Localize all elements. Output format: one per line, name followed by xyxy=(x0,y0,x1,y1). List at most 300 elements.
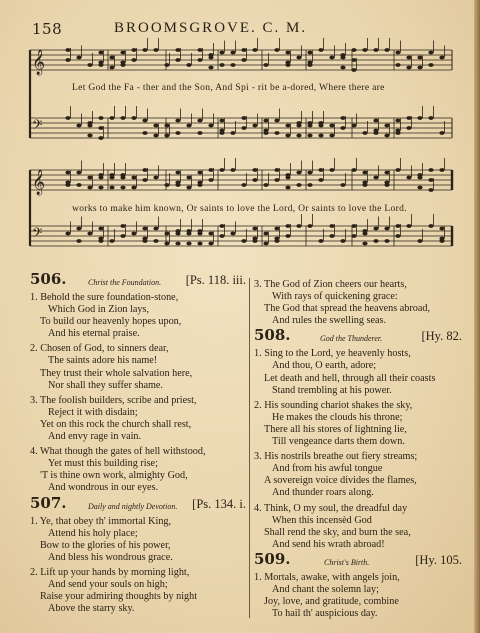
notehead xyxy=(197,171,202,175)
notehead xyxy=(252,227,257,231)
notehead xyxy=(439,227,444,231)
notehead xyxy=(362,48,367,52)
notehead xyxy=(285,186,290,190)
notehead xyxy=(417,66,422,70)
notehead xyxy=(384,239,389,243)
notehead xyxy=(98,186,103,190)
notehead xyxy=(109,116,114,120)
notehead xyxy=(417,56,422,60)
notehead xyxy=(164,124,169,128)
notehead xyxy=(318,178,323,182)
notehead xyxy=(98,63,103,67)
notehead xyxy=(395,119,400,123)
verse-line: Yet must this building rise; xyxy=(48,458,158,470)
notehead xyxy=(76,124,81,128)
verse-line: 1. Mortals, awake, with angels join, xyxy=(254,571,400,583)
notehead xyxy=(87,232,92,236)
notehead xyxy=(340,56,345,60)
verse-line: Above the starry sky. xyxy=(48,603,135,615)
notehead xyxy=(252,168,257,172)
notehead xyxy=(307,124,312,128)
hymn-509 xyxy=(254,549,464,620)
hymn-subtitle: God the Thunderer. xyxy=(320,334,383,344)
notehead xyxy=(351,58,356,62)
verse-line: A sovereign voice divides the flames, xyxy=(264,475,417,487)
notehead xyxy=(395,224,400,228)
verse xyxy=(30,567,248,615)
notehead xyxy=(76,171,81,175)
notehead xyxy=(329,224,334,228)
hymn-number: 507. xyxy=(30,493,67,512)
notehead xyxy=(175,183,180,187)
notehead xyxy=(219,168,224,172)
verse-line: And from his awful tongue xyxy=(272,463,383,475)
notehead xyxy=(219,63,224,67)
notehead xyxy=(263,131,268,135)
notehead xyxy=(351,48,356,52)
notehead xyxy=(252,178,257,182)
hymn-reference: [Hy. 105. xyxy=(415,552,462,567)
notehead xyxy=(384,48,389,52)
notehead xyxy=(65,58,70,62)
notehead xyxy=(131,176,136,180)
hymn-heading xyxy=(30,270,248,291)
hymn-reference: [Ps. 134. i. xyxy=(192,496,246,511)
notehead xyxy=(120,186,125,190)
notehead xyxy=(406,176,411,180)
verse-line: The God that spread the heavens abroad, xyxy=(264,303,431,315)
notehead xyxy=(87,186,92,190)
verse-line: 4. Think, O my soul, the dreadful day xyxy=(254,502,408,514)
verse-line: 2. Lift up your hands by morning light, xyxy=(30,566,190,578)
music-notation xyxy=(0,0,480,270)
verse-line: When this incensèd God xyxy=(272,514,372,526)
notehead xyxy=(175,242,180,246)
notehead xyxy=(384,134,389,138)
notehead xyxy=(186,124,191,128)
notehead xyxy=(197,232,202,236)
notehead xyxy=(197,58,202,62)
notehead xyxy=(274,131,279,135)
notehead xyxy=(208,242,213,246)
notehead xyxy=(351,224,356,228)
notehead xyxy=(296,124,301,128)
hymn-subtitle: Christ's Birth. xyxy=(324,557,370,567)
hymn-subtitle: Christ the Foundation. xyxy=(88,278,162,287)
notehead xyxy=(307,224,312,228)
notehead xyxy=(351,68,356,72)
notehead xyxy=(186,63,191,67)
notehead xyxy=(395,131,400,135)
notehead xyxy=(406,116,411,120)
verse xyxy=(30,395,248,443)
notehead xyxy=(241,116,246,120)
hymn-heading xyxy=(254,549,464,571)
verse-line: 2. His sounding chariot shakes the sky, xyxy=(254,399,413,411)
notehead xyxy=(351,234,356,238)
notehead xyxy=(186,186,191,190)
verse-line: And his eternal praise. xyxy=(48,328,140,340)
notehead xyxy=(109,56,114,60)
notehead xyxy=(142,48,147,52)
notehead xyxy=(384,171,389,175)
hymn-number: 509. xyxy=(254,549,291,568)
notehead xyxy=(208,66,213,70)
notehead xyxy=(153,239,158,243)
verse xyxy=(254,503,464,551)
notehead xyxy=(208,56,213,60)
notehead xyxy=(362,232,367,236)
verse-line: And send his wrath abroad! xyxy=(272,538,385,550)
notehead xyxy=(164,134,169,138)
notehead xyxy=(329,234,334,238)
hymn-508 xyxy=(254,326,464,551)
verse-line: 1. Ye, that obey th' immortal King, xyxy=(30,515,172,527)
notehead xyxy=(175,131,180,135)
notehead xyxy=(285,224,290,228)
notehead xyxy=(340,183,345,187)
notehead xyxy=(296,224,301,228)
notehead xyxy=(296,183,301,187)
notehead xyxy=(384,227,389,231)
notehead xyxy=(153,227,158,231)
notehead xyxy=(197,131,202,135)
verse-line: 3. The foolish builders, scribe and priest, xyxy=(30,394,197,406)
notehead xyxy=(373,227,378,231)
notehead xyxy=(98,136,103,140)
notehead xyxy=(208,178,213,182)
notehead xyxy=(219,51,224,55)
notehead xyxy=(307,171,312,175)
notehead xyxy=(318,124,323,128)
verse xyxy=(30,446,248,494)
verse-line: The saints adore his name! xyxy=(48,355,158,367)
notehead xyxy=(340,66,345,70)
notehead xyxy=(175,232,180,236)
notehead xyxy=(384,124,389,128)
notehead xyxy=(175,58,180,62)
notehead xyxy=(252,48,257,52)
notehead xyxy=(76,239,81,243)
verse-line: Stand trembling at his power. xyxy=(272,384,392,396)
notehead xyxy=(65,171,70,175)
notehead xyxy=(219,224,224,228)
notehead xyxy=(241,239,246,243)
notehead xyxy=(208,168,213,172)
notehead xyxy=(230,51,235,55)
notehead xyxy=(208,124,213,128)
verse-line: And thunder roars along. xyxy=(272,487,374,499)
notehead xyxy=(120,234,125,238)
verse-line: Reject it with disdain; xyxy=(48,406,138,418)
notehead xyxy=(285,124,290,128)
verse-line: With rays of quickening grace: xyxy=(272,291,398,303)
notehead xyxy=(439,168,444,172)
verse-line: To hail th' auspicious day. xyxy=(272,608,378,620)
notehead xyxy=(362,183,367,187)
notehead xyxy=(241,126,246,130)
verse-line: And envy rage in vain. xyxy=(48,431,142,443)
verse xyxy=(254,400,464,448)
notehead xyxy=(362,171,367,175)
notehead xyxy=(241,58,246,62)
notehead xyxy=(98,239,103,243)
notehead xyxy=(142,119,147,123)
notehead xyxy=(153,124,158,128)
notehead xyxy=(197,119,202,123)
notehead xyxy=(417,186,422,190)
verse-line: And bless his wondrous grace. xyxy=(48,551,173,563)
verse xyxy=(254,451,464,499)
notehead xyxy=(439,239,444,243)
notehead xyxy=(164,183,169,187)
notehead xyxy=(285,134,290,138)
notehead xyxy=(241,48,246,52)
notehead xyxy=(98,227,103,231)
verse-line: 1. Sing to the Lord, ye heavenly hosts, xyxy=(254,348,411,360)
notehead xyxy=(395,63,400,67)
notehead xyxy=(87,63,92,67)
notehead xyxy=(98,176,103,180)
notehead xyxy=(439,131,444,135)
notehead xyxy=(131,58,136,62)
verse-line: Raise your admiring thoughts by night xyxy=(40,591,198,603)
notehead xyxy=(230,168,235,172)
tune-title: BROOMSGROVE. C. M. xyxy=(114,20,308,36)
verse-line: Which God in Zion lays, xyxy=(48,304,150,316)
notehead xyxy=(87,134,92,138)
notehead xyxy=(340,116,345,120)
notehead xyxy=(428,178,433,182)
verse xyxy=(30,343,248,391)
notehead xyxy=(65,183,70,187)
notehead xyxy=(285,234,290,238)
verse-line: Let death and hell, through all their coasts xyxy=(264,372,436,384)
notehead xyxy=(175,119,180,123)
notehead xyxy=(296,56,301,60)
notehead xyxy=(120,176,125,180)
treble-clef-icon: 𝄞 xyxy=(32,170,46,195)
verse-line: Shall rend the sky, and burn the sea, xyxy=(264,526,411,538)
notehead xyxy=(65,116,70,120)
notehead xyxy=(252,124,257,128)
notehead xyxy=(263,232,268,236)
notehead xyxy=(219,234,224,238)
verse-line: Till vengeance darts them down. xyxy=(272,436,405,448)
notehead xyxy=(296,134,301,138)
verse xyxy=(30,516,248,564)
notehead xyxy=(197,242,202,246)
verse-line: 1. Behold the sure foundation-stone, xyxy=(30,292,179,303)
hymn-506 xyxy=(30,270,248,495)
notehead xyxy=(406,126,411,130)
notehead xyxy=(230,63,235,67)
verse-line: Nor shall they suffer shame. xyxy=(48,379,163,391)
notehead xyxy=(406,56,411,60)
notehead xyxy=(428,116,433,120)
notehead xyxy=(362,242,367,246)
notehead xyxy=(186,232,191,236)
verse-line: And send your souls on high; xyxy=(48,578,168,590)
notehead xyxy=(340,239,345,243)
notehead xyxy=(142,168,147,172)
notehead xyxy=(274,168,279,172)
notehead xyxy=(230,232,235,236)
notehead xyxy=(329,168,334,172)
notehead xyxy=(285,63,290,67)
notehead xyxy=(395,168,400,172)
notehead xyxy=(98,116,103,120)
notehead xyxy=(274,239,279,243)
notehead xyxy=(131,232,136,236)
notehead xyxy=(307,183,312,187)
notehead xyxy=(219,131,224,135)
notehead xyxy=(109,186,114,190)
verse xyxy=(254,348,464,396)
verse xyxy=(30,292,248,340)
verse-line: Joy, love, and gratitude, combine xyxy=(264,596,399,608)
notehead xyxy=(87,124,92,128)
notehead xyxy=(65,232,70,236)
verse-line: 'T is thine own work, almighty God, xyxy=(40,470,188,482)
page-number: 158 xyxy=(32,20,63,38)
notehead xyxy=(351,168,356,172)
notehead xyxy=(241,183,246,187)
notehead xyxy=(274,178,279,182)
notehead xyxy=(285,51,290,55)
verse-line: 4. What though the gates of hell withstood, xyxy=(30,446,206,458)
notehead xyxy=(164,232,169,236)
notehead xyxy=(98,51,103,55)
notehead xyxy=(263,183,268,187)
verse-line: To build our heavenly hopes upon, xyxy=(40,316,182,328)
notehead xyxy=(373,48,378,52)
verse-line: They trust their whole salvation here, xyxy=(40,367,193,379)
hymn-reference: [Hy. 82. xyxy=(421,329,462,344)
notehead xyxy=(76,183,81,187)
verse-line: And wondrous in our eyes. xyxy=(48,482,159,494)
bass-clef-icon: 𝄢 xyxy=(32,225,43,244)
lyrics-system-2: works to make him known, Or saints to love the Lord, Or saints to love the Lord. xyxy=(72,203,407,214)
notehead xyxy=(395,51,400,55)
notehead xyxy=(153,176,158,180)
notehead xyxy=(373,119,378,123)
notehead xyxy=(109,176,114,180)
notehead xyxy=(329,124,334,128)
notehead xyxy=(296,171,301,175)
notehead xyxy=(142,239,147,243)
notehead xyxy=(384,183,389,187)
notehead xyxy=(362,131,367,135)
verse-line: And thou, O earth, adore; xyxy=(272,360,377,372)
notehead xyxy=(230,131,235,135)
notehead xyxy=(175,48,180,52)
verse xyxy=(254,279,464,327)
notehead xyxy=(428,188,433,192)
notehead xyxy=(395,234,400,238)
notehead xyxy=(307,134,312,138)
notehead xyxy=(120,224,125,228)
notehead xyxy=(263,119,268,123)
hymn-507 xyxy=(30,493,248,616)
notehead xyxy=(131,186,136,190)
notehead xyxy=(373,239,378,243)
notehead xyxy=(98,126,103,130)
right-column xyxy=(254,275,464,623)
notehead xyxy=(428,51,433,55)
notehead xyxy=(109,239,114,243)
hymn-number: 506. xyxy=(30,270,67,288)
notehead xyxy=(219,119,224,123)
notehead xyxy=(131,48,136,52)
left-column xyxy=(30,270,248,618)
notehead xyxy=(263,63,268,67)
notehead xyxy=(120,51,125,55)
notehead xyxy=(120,116,125,120)
hymn-heading xyxy=(254,326,464,347)
notehead xyxy=(76,56,81,60)
notehead xyxy=(373,131,378,135)
notehead xyxy=(329,56,334,60)
notehead xyxy=(428,224,433,228)
notehead xyxy=(406,66,411,70)
notehead xyxy=(274,119,279,123)
notehead xyxy=(318,168,323,172)
notehead xyxy=(197,48,202,52)
notehead xyxy=(439,56,444,60)
notehead xyxy=(153,48,158,52)
verse-line: Bow to the glories of his power, xyxy=(40,539,171,551)
notehead xyxy=(87,176,92,180)
verse-line: He makes the clouds his throne; xyxy=(272,411,403,423)
notehead xyxy=(252,239,257,243)
verse-line: 2. Chosen of God, to sinners dear, xyxy=(30,343,169,355)
notehead xyxy=(175,171,180,175)
notehead xyxy=(351,124,356,128)
notehead xyxy=(76,227,81,231)
notehead xyxy=(142,227,147,231)
notehead xyxy=(164,242,169,246)
notehead xyxy=(307,63,312,67)
notehead xyxy=(318,134,323,138)
notehead xyxy=(307,51,312,55)
verse-line: 3. The God of Zion cheers our hearts, xyxy=(254,279,407,290)
notehead xyxy=(417,116,422,120)
hymn-number: 508. xyxy=(254,326,291,345)
verse-line: And rules the swelling seas. xyxy=(272,315,387,327)
notehead xyxy=(120,63,125,67)
notehead xyxy=(186,176,191,180)
notehead xyxy=(417,239,422,243)
notehead xyxy=(274,227,279,231)
verse-line: Yet on this rock the church shall rest, xyxy=(40,418,192,430)
notehead xyxy=(263,242,268,246)
verse-line: There all his stores of lightning lie, xyxy=(264,423,407,435)
notehead xyxy=(274,48,279,52)
treble-clef-icon: 𝄞 xyxy=(32,50,46,75)
notehead xyxy=(329,134,334,138)
notehead xyxy=(428,63,433,67)
notehead xyxy=(417,176,422,180)
notehead xyxy=(208,232,213,236)
verse-line: And chant the solemn lay; xyxy=(272,583,379,595)
notehead xyxy=(131,116,136,120)
notehead xyxy=(373,176,378,180)
notehead xyxy=(406,224,411,228)
hymn-heading xyxy=(30,493,248,515)
notehead xyxy=(318,239,323,243)
notehead xyxy=(428,168,433,172)
